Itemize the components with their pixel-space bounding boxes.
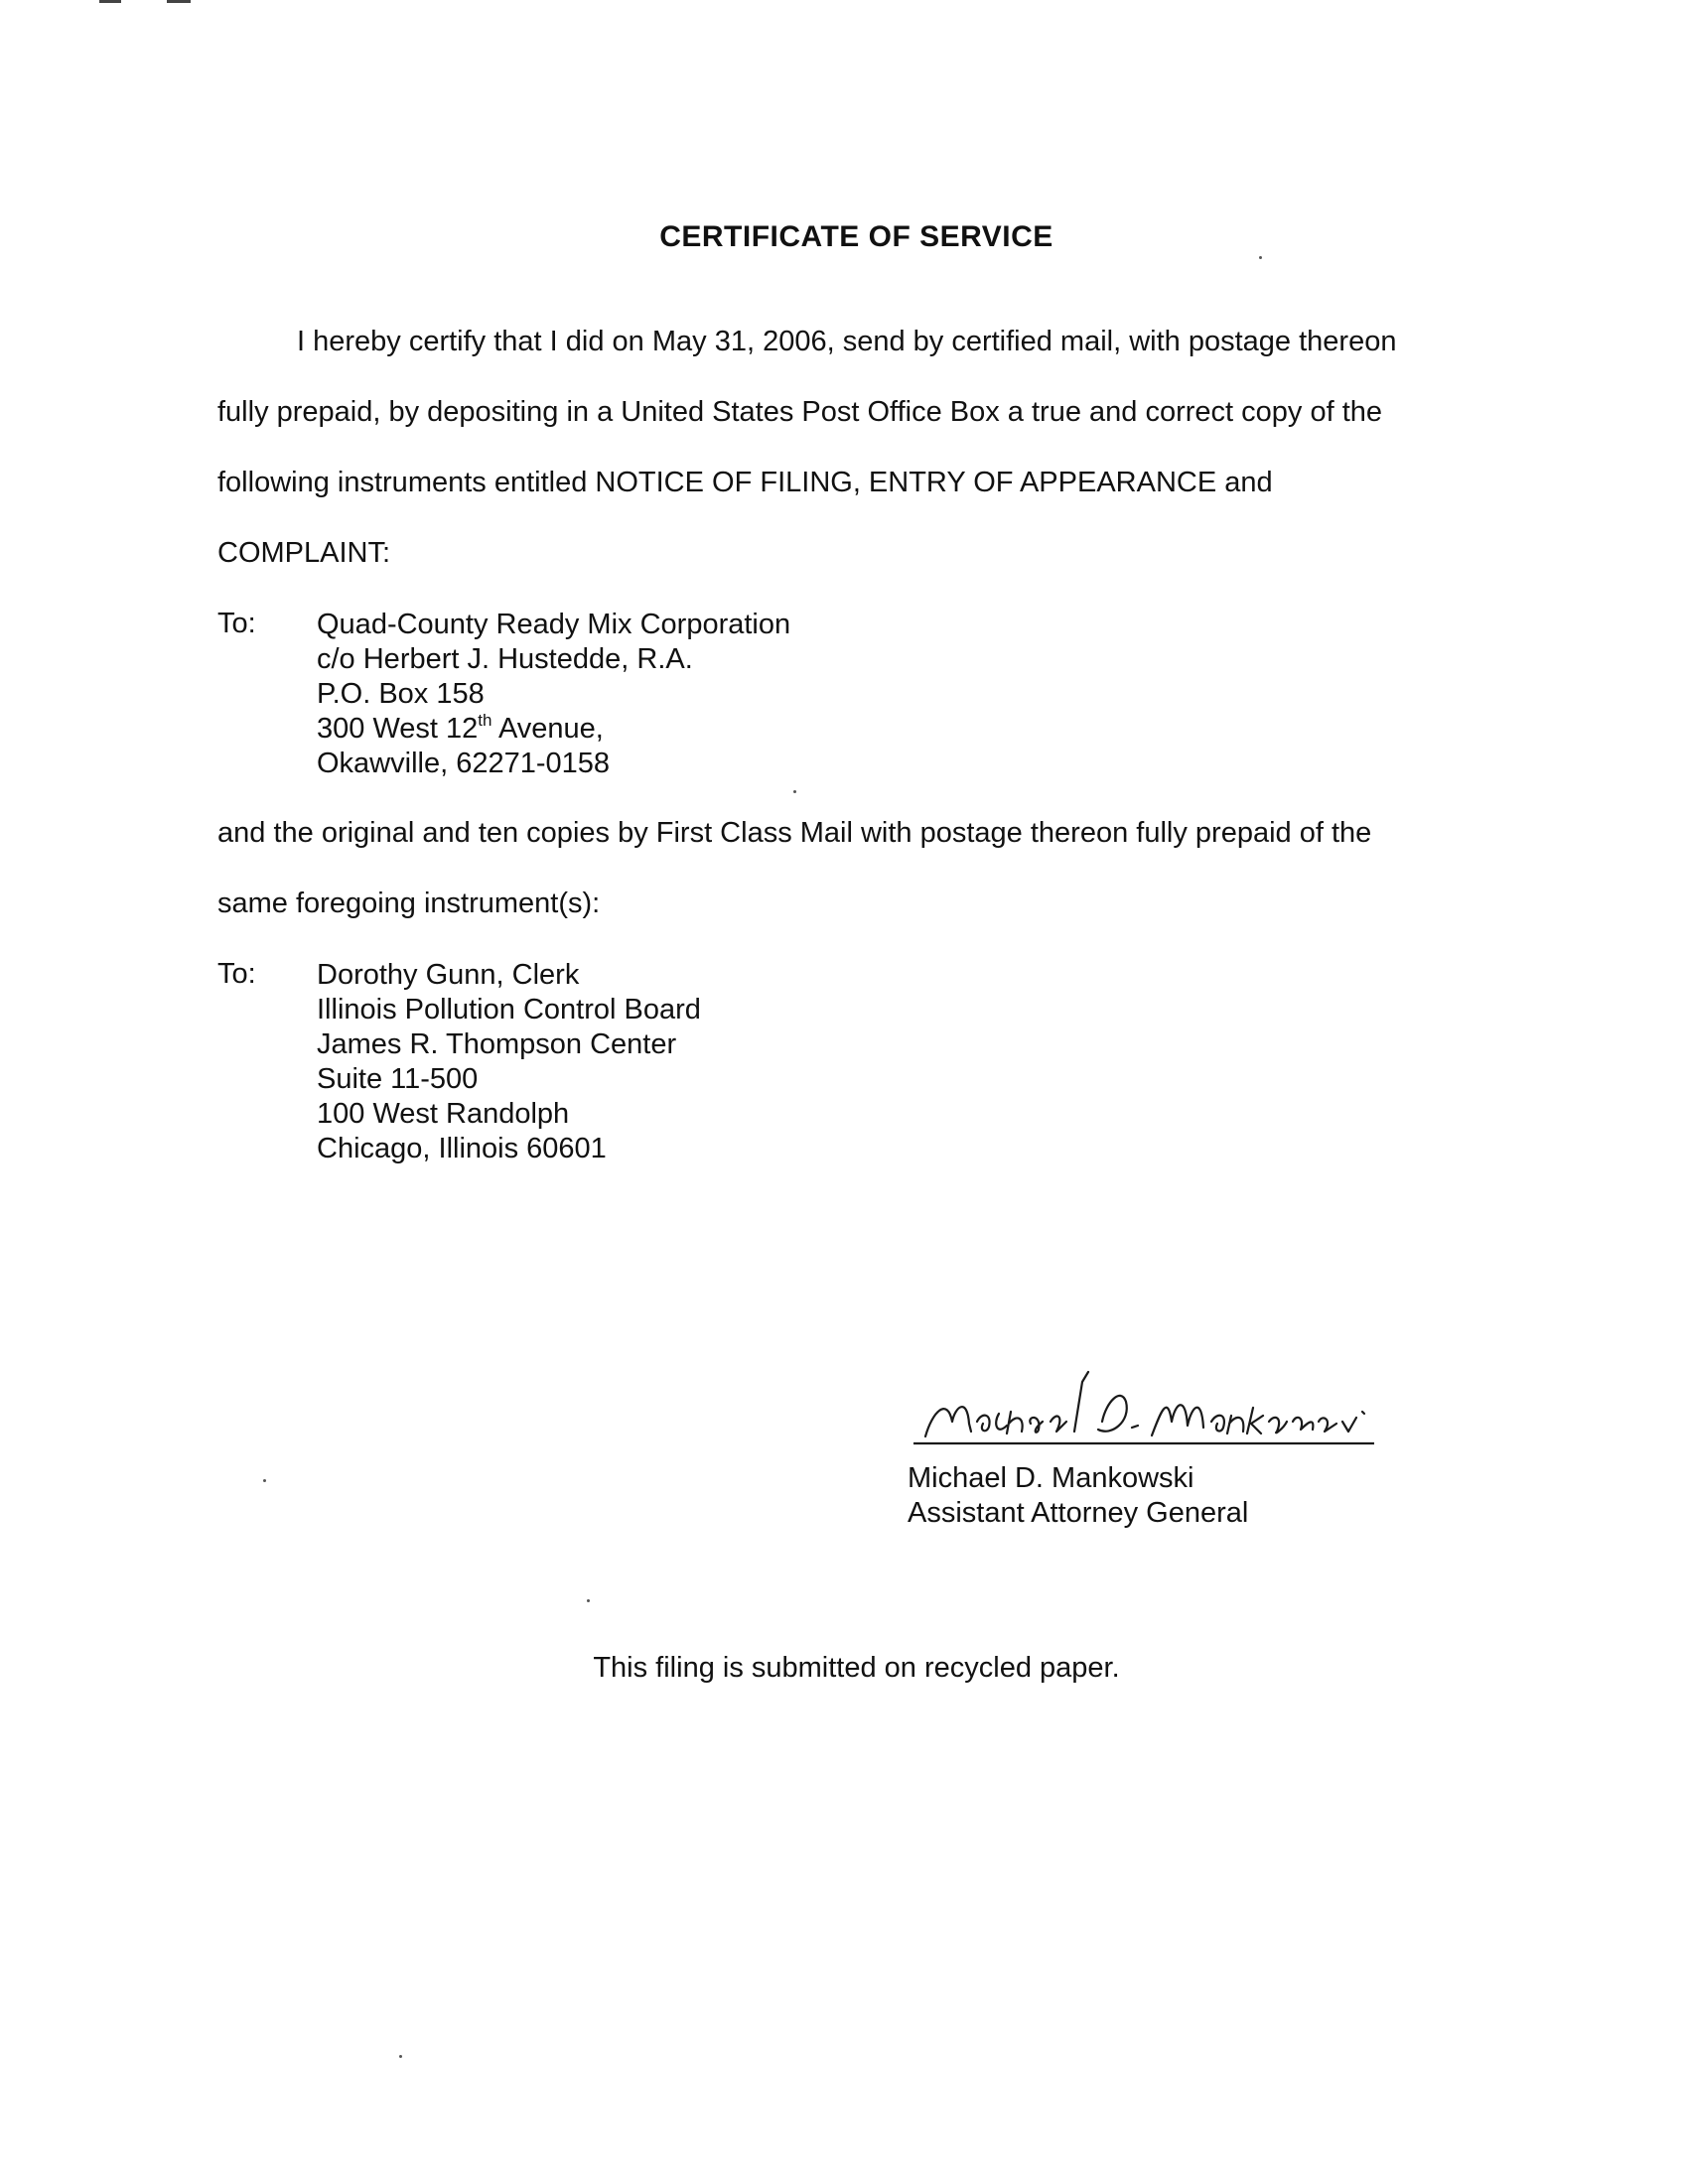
address-line: James R. Thompson Center (317, 1028, 677, 1060)
street-ordinal: th (478, 711, 492, 730)
recipient-address (317, 958, 701, 1166)
to-label: To: (217, 958, 256, 990)
to-label: To: (217, 608, 256, 639)
recipient-address (317, 608, 790, 781)
document-title: CERTIFICATE OF SERVICE (659, 220, 1053, 253)
scan-speck (587, 1599, 590, 1602)
paragraph-line: fully prepaid, by depositing in a United States Post Office Box a true and correct copy of the (217, 396, 1383, 428)
address-line: 100 West Randolph (317, 1098, 570, 1130)
scan-speck (793, 790, 796, 793)
address-line: Quad-County Ready Mix Corporation (317, 609, 791, 640)
paragraph-line: following instruments entitled NOTICE OF FILING, ENTRY OF APPEARANCE and (217, 467, 1273, 498)
address-line: P.O. Box 158 (317, 678, 485, 710)
paragraph-line: I hereby certify that I did on May 31, 2006, send by certified mail, with postage thereon (297, 326, 1397, 357)
paragraph-line: COMPLAINT: (217, 537, 391, 569)
address-line: Okawville, 62271-0158 (317, 748, 611, 779)
address-line: Illinois Pollution Control Board (317, 994, 701, 1025)
scan-speck (1259, 256, 1262, 259)
address-line: c/o Herbert J. Hustedde, R.A. (317, 643, 693, 675)
address-line: Chicago, Illinois 60601 (317, 1133, 607, 1164)
scan-speck (399, 2055, 402, 2058)
scan-mark (167, 0, 191, 3)
address-street (317, 712, 790, 747)
signer-title: Assistant Attorney General (908, 1497, 1249, 1529)
handwritten-signature (908, 1352, 1386, 1461)
address-line: Dorothy Gunn, Clerk (317, 959, 580, 991)
paragraph-line: same foregoing instrument(s): (217, 887, 601, 919)
street-prefix: 300 West 12 (317, 713, 479, 745)
scan-speck (263, 1479, 266, 1482)
footer-note: This filing is submitted on recycled paper. (593, 1652, 1120, 1684)
scan-mark (99, 0, 121, 3)
street-suffix: Avenue, (491, 713, 604, 745)
signer-name: Michael D. Mankowski (908, 1462, 1194, 1494)
address-line: Suite 11-500 (317, 1063, 479, 1095)
paragraph-line: and the original and ten copies by First Class Mail with postage thereon fully prepaid of the (217, 817, 1372, 849)
signature-block (908, 1352, 1386, 1531)
